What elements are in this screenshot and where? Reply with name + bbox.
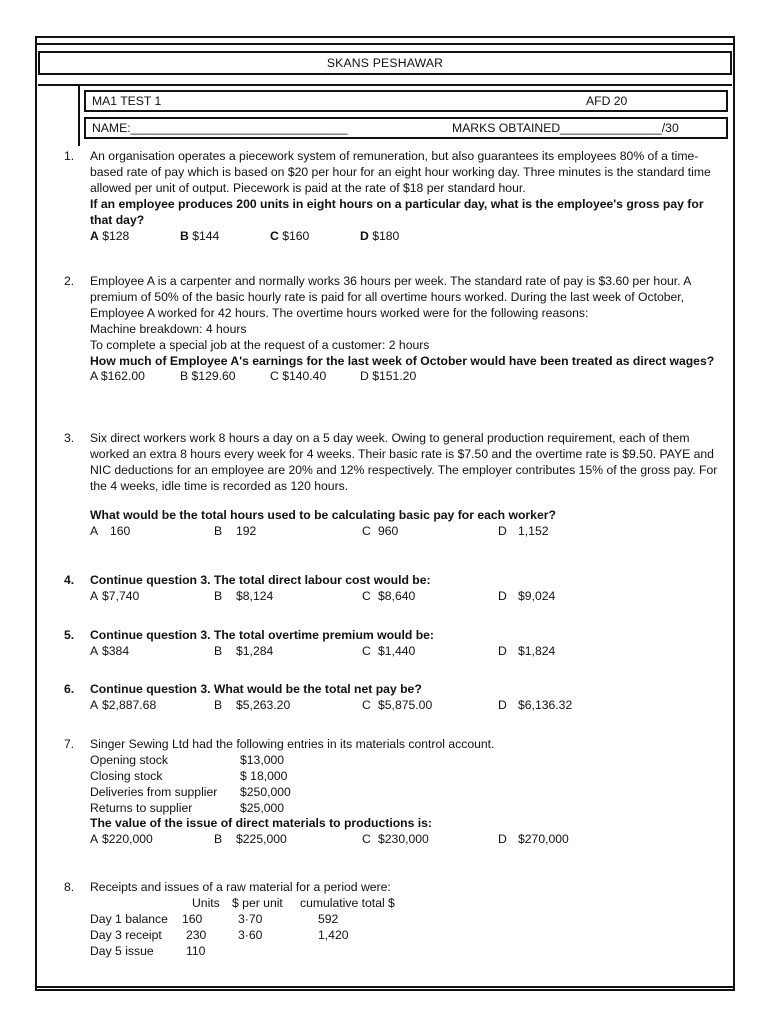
account-row: Returns to supplier $25,000 [90, 800, 285, 815]
option-c-value: $5,875.00 [378, 697, 433, 712]
option-b-letter: B [214, 588, 223, 603]
option-a-letter: A [90, 643, 99, 658]
test-code: AFD 20 [586, 94, 628, 108]
option-a-letter: A [90, 523, 99, 538]
option-d-value: $1,824 [518, 643, 556, 658]
option-b: B $129.60 [180, 369, 236, 384]
question-text: Receipts and issues of a raw material for a period were: [90, 880, 391, 894]
question-number: 1. [64, 149, 75, 163]
school-title: SKANS PESHAWAR [38, 51, 732, 75]
option-c-value: $230,000 [378, 832, 429, 847]
table-row: Day 3 receipt 230 3·60 1,420 [90, 927, 349, 942]
option-a: A $162.00 [90, 369, 145, 384]
question-number: 7. [64, 737, 75, 751]
option-b-value: $225,000 [236, 832, 287, 847]
question-text: Singer Sewing Ltd had the following entries in its materials control account. [90, 737, 495, 751]
option-a-value: $2,887.68 [102, 697, 157, 712]
question-number: 4. [64, 573, 75, 587]
option-b-value: 192 [236, 523, 257, 538]
account-row: Opening stock $13,000 [90, 752, 285, 767]
test-header-row [84, 90, 728, 112]
question-number: 5. [64, 628, 75, 642]
table-header: Units $ per unit cumulative total $ [192, 895, 395, 910]
option-d-value: $270,000 [518, 832, 569, 847]
name-marks-row [84, 117, 728, 139]
option-d-letter: D [498, 832, 507, 847]
option-b-value: $5,263.20 [236, 697, 291, 712]
answer-options [90, 644, 724, 660]
question-prompt: Continue question 3. What would be the total net pay be? [90, 682, 422, 696]
answer-options [90, 832, 724, 848]
option-c: C $140.40 [270, 369, 327, 384]
option-b-letter: B [214, 523, 223, 538]
question-number: 3. [64, 431, 75, 445]
answer-options [90, 524, 724, 540]
test-title: MA1 TEST 1 [92, 94, 162, 108]
option-a-value: $7,740 [102, 588, 140, 603]
answer-options [90, 229, 724, 245]
option-b-letter: B [214, 643, 223, 658]
option-d-value: $6,136.32 [518, 697, 573, 712]
option-a-value: $220,000 [102, 832, 153, 847]
header-rule [38, 84, 732, 86]
reason-line-1: Machine breakdown: 4 hours [90, 321, 247, 336]
table-row: Day 5 issue 110 [90, 943, 206, 958]
option-d-letter: D [498, 588, 507, 603]
option-a-value: 160 [110, 523, 131, 538]
option-d-value: $9,024 [518, 588, 556, 603]
option-d-letter: D [498, 643, 507, 658]
answer-options [90, 589, 724, 605]
name-field: NAME:________________________________ [92, 121, 348, 135]
question-prompt: How much of Employee A's earnings for the last week of October would have been treated as direct wages? [90, 353, 715, 368]
option-c-value: $8,640 [378, 588, 416, 603]
question-prompt: If an employee produces 200 units in eight hours on a particular day, what is the employee's gross pay for that day? [90, 196, 704, 227]
option-d-letter: D [498, 697, 507, 712]
header-vertical-rule [78, 84, 80, 146]
option-d: D $180 [360, 228, 400, 243]
question-number: 6. [64, 682, 75, 696]
reason-line-2: To complete a special job at the request of a customer: 2 hours [90, 337, 430, 352]
question-number: 8. [64, 880, 75, 894]
option-c-letter: C [362, 588, 371, 603]
option-a-value: $384 [102, 643, 130, 658]
option-b: B $144 [180, 228, 220, 243]
option-a-letter: A [90, 588, 99, 603]
question-prompt: Continue question 3. The total overtime premium would be: [90, 628, 434, 642]
option-c: C $160 [270, 228, 310, 243]
table-row: Day 1 balance 160 3·70 592 [90, 911, 339, 926]
option-a-letter: A [90, 697, 99, 712]
option-b-letter: B [214, 697, 223, 712]
option-d-letter: D [498, 523, 507, 538]
question-prompt: Continue question 3. The total direct labour cost would be: [90, 573, 431, 587]
option-d: D $151.20 [360, 369, 417, 384]
answer-options [90, 369, 724, 385]
question-text: Six direct workers work 8 hours a day on a 5 day week. Owing to general production requirement, each of them worked an extra 8 hours every week for 4 weeks. Their basic rate is $7.50 and the overtime rate is $9.50. PAYE and NIC deductions for an employee are 20% and 12% respectively. The employer contributes 15% of the gross pay. For the 4 weeks, idle time is recorded as 120 hours. [90, 431, 718, 493]
option-b-letter: B [214, 832, 223, 847]
option-d-value: 1,152 [518, 523, 549, 538]
answer-options [90, 698, 724, 714]
question-number: 2. [64, 274, 75, 288]
account-row: Deliveries from supplier $250,000 [90, 784, 291, 799]
option-c-letter: C [362, 523, 371, 538]
marks-field: MARKS OBTAINED_______________/30 [452, 121, 679, 135]
option-a: A $128 [90, 228, 130, 243]
option-c-value: $1,440 [378, 643, 416, 658]
option-c-letter: C [362, 832, 371, 847]
option-b-value: $8,124 [236, 588, 274, 603]
account-row: Closing stock $ 18,000 [90, 768, 288, 783]
bottom-rule [35, 986, 735, 988]
question-prompt: The value of the issue of direct materials to productions is: [90, 816, 432, 831]
question-text: An organisation operates a piecework system of remuneration, but also guarantees its employees 80% of a time-based rate of pay which is based on $20 per hour for an eight hour working day. Three minutes is the standard time allowed per unit of output. Piecework is paid at the rate of $18 per standard hour. [90, 149, 711, 195]
option-a-letter: A [90, 832, 99, 847]
option-c-letter: C [362, 643, 371, 658]
option-c-letter: C [362, 697, 371, 712]
question-text: Employee A is a carpenter and normally works 36 hours per week. The standard rate of pay is $3.60 per hour. A premium of 50% of the basic hourly rate is paid for all overtime hours worked. During the last week of October, Employee A worked for 42 hours. The overtime hours worked were for the following reasons: [90, 274, 691, 320]
option-c-value: 960 [378, 523, 399, 538]
option-b-value: $1,284 [236, 643, 274, 658]
question-prompt: What would be the total hours used to be calculating basic pay for each worker? [90, 507, 556, 522]
